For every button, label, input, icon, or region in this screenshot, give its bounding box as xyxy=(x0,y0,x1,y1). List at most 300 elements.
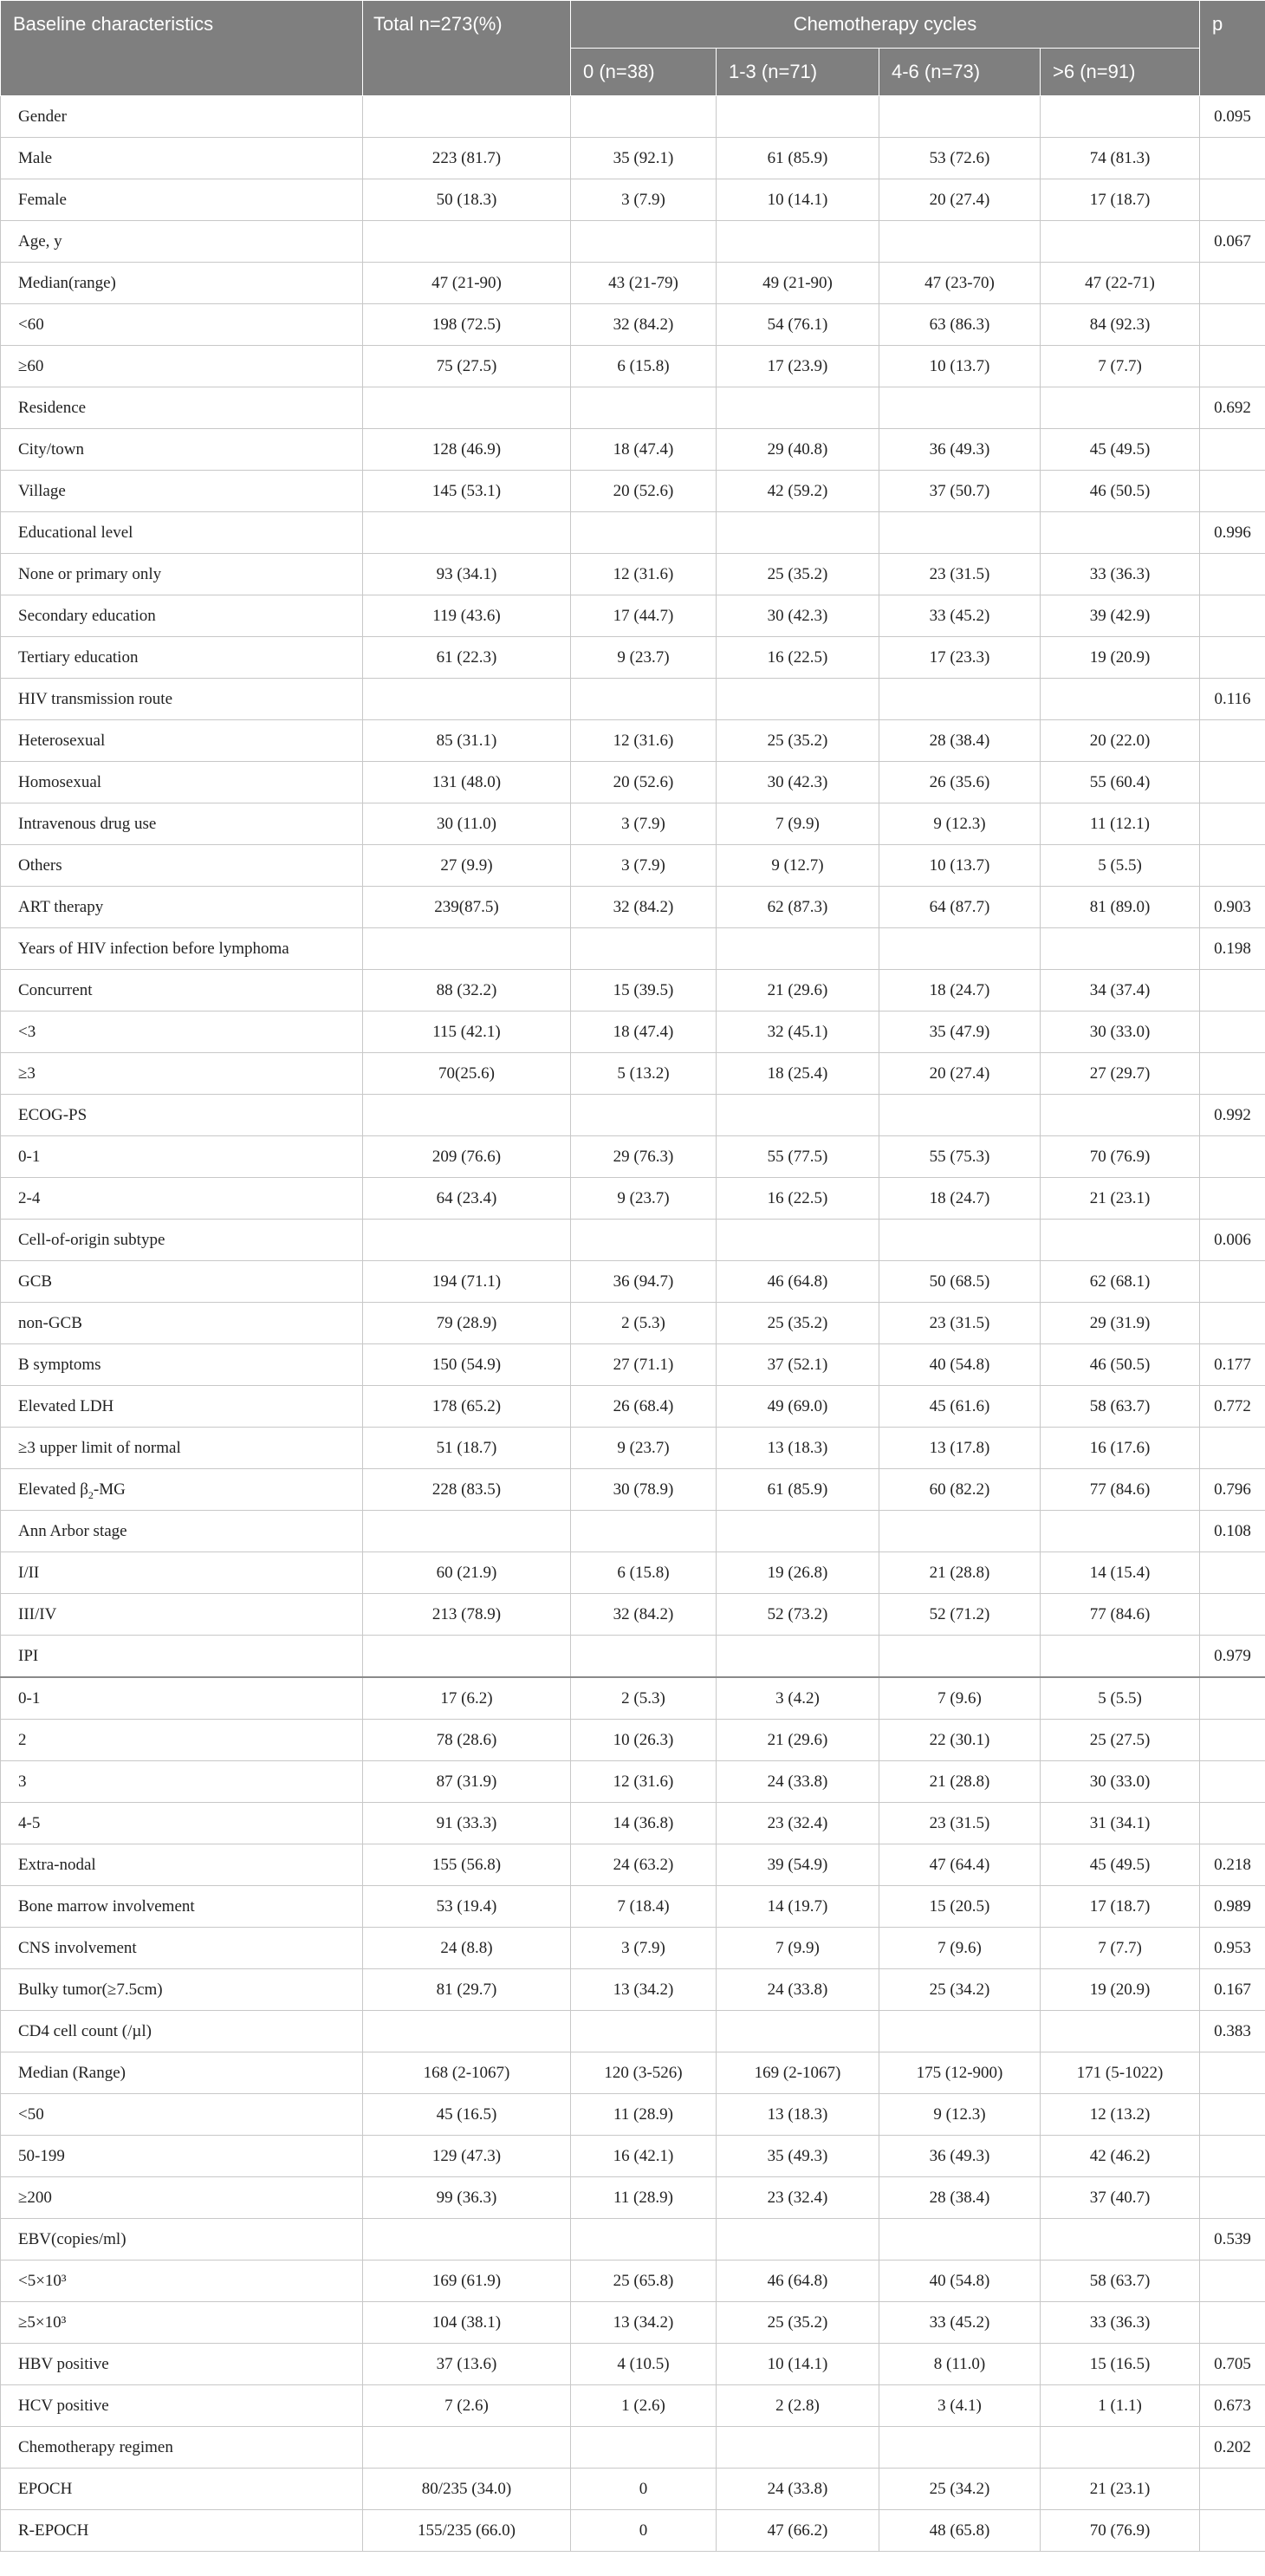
characteristic-cell: Heterosexual xyxy=(1,720,363,762)
characteristic-cell: Secondary education xyxy=(1,595,363,637)
p-value-cell: 0.692 xyxy=(1200,387,1265,429)
cycles-4-6-cell xyxy=(879,2219,1041,2261)
cycles-1-3-cell: 24 (33.8) xyxy=(717,1761,879,1803)
characteristic-cell: Median (Range) xyxy=(1,2052,363,2094)
total-cell xyxy=(363,96,571,138)
table-row xyxy=(1,2136,1265,2177)
characteristic-cell: Others xyxy=(1,845,363,887)
cycles-gt6-cell: 77 (84.6) xyxy=(1041,1594,1200,1636)
cycles-1-3-cell: 24 (33.8) xyxy=(717,1969,879,2011)
cycles-4-6-cell: 63 (86.3) xyxy=(879,304,1041,346)
cycles-1-3-cell: 10 (14.1) xyxy=(717,2344,879,2385)
characteristic-cell: ≥3 upper limit of normal xyxy=(1,1428,363,1469)
total-cell: 223 (81.7) xyxy=(363,138,571,179)
cycles-1-3-cell: 54 (76.1) xyxy=(717,304,879,346)
cycles-gt6-cell: 1 (1.1) xyxy=(1041,2385,1200,2427)
cycles-4-6-cell: 20 (27.4) xyxy=(879,179,1041,221)
characteristic-cell: EPOCH xyxy=(1,2469,363,2510)
p-value-cell: 0.539 xyxy=(1200,2219,1265,2261)
table-row xyxy=(1,2427,1265,2469)
cycles-4-6-cell xyxy=(879,387,1041,429)
cycles-1-3-cell: 18 (25.4) xyxy=(717,1053,879,1095)
total-cell: 7 (2.6) xyxy=(363,2385,571,2427)
cycles-gt6-cell: 70 (76.9) xyxy=(1041,1136,1200,1178)
cycles-gt6-cell: 84 (92.3) xyxy=(1041,304,1200,346)
total-cell: 78 (28.6) xyxy=(363,1720,571,1761)
characteristic-cell: Intravenous drug use xyxy=(1,803,363,845)
cycles-1-3-cell: 37 (52.1) xyxy=(717,1344,879,1386)
cycles-4-6-cell: 64 (87.7) xyxy=(879,887,1041,928)
cycles-gt6-cell: 34 (37.4) xyxy=(1041,970,1200,1012)
total-cell: 104 (38.1) xyxy=(363,2302,571,2344)
cycles-gt6-cell: 62 (68.1) xyxy=(1041,1261,1200,1303)
characteristic-cell: 4-5 xyxy=(1,1803,363,1844)
total-cell xyxy=(363,2219,571,2261)
cycles-0-cell: 0 xyxy=(571,2469,717,2510)
cycles-0-cell: 32 (84.2) xyxy=(571,1594,717,1636)
total-cell xyxy=(363,2011,571,2052)
cycles-gt6-cell: 17 (18.7) xyxy=(1041,179,1200,221)
header-p-value: p xyxy=(1200,1,1265,96)
p-value-cell xyxy=(1200,1012,1265,1053)
cycles-gt6-cell: 74 (81.3) xyxy=(1041,138,1200,179)
p-value-cell xyxy=(1200,429,1265,471)
p-value-cell xyxy=(1200,2136,1265,2177)
cycles-1-3-cell: 61 (85.9) xyxy=(717,1469,879,1511)
characteristic-cell: GCB xyxy=(1,1261,363,1303)
cycles-0-cell xyxy=(571,1220,717,1261)
cycles-gt6-cell xyxy=(1041,928,1200,970)
cycles-gt6-cell xyxy=(1041,2011,1200,2052)
cycles-0-cell: 27 (71.1) xyxy=(571,1344,717,1386)
characteristic-cell: Elevated LDH xyxy=(1,1386,363,1428)
cycles-0-cell: 18 (47.4) xyxy=(571,429,717,471)
characteristic-cell: III/IV xyxy=(1,1594,363,1636)
cycles-4-6-cell: 47 (64.4) xyxy=(879,1844,1041,1886)
characteristic-cell: Tertiary education xyxy=(1,637,363,679)
cycles-1-3-cell xyxy=(717,2219,879,2261)
cycles-1-3-cell: 23 (32.4) xyxy=(717,1803,879,1844)
cycles-0-cell: 6 (15.8) xyxy=(571,346,717,387)
characteristic-cell: Age, y xyxy=(1,221,363,263)
cycles-1-3-cell: 9 (12.7) xyxy=(717,845,879,887)
cycles-1-3-cell: 55 (77.5) xyxy=(717,1136,879,1178)
cycles-1-3-cell xyxy=(717,1095,879,1136)
p-value-cell: 0.202 xyxy=(1200,2427,1265,2469)
table-row xyxy=(1,1012,1265,1053)
total-cell: 50 (18.3) xyxy=(363,179,571,221)
cycles-gt6-cell: 15 (16.5) xyxy=(1041,2344,1200,2385)
total-cell: 61 (22.3) xyxy=(363,637,571,679)
cycles-0-cell: 9 (23.7) xyxy=(571,1428,717,1469)
total-cell xyxy=(363,221,571,263)
cycles-0-cell xyxy=(571,928,717,970)
table-row xyxy=(1,2094,1265,2136)
p-value-cell xyxy=(1200,263,1265,304)
header-total: Total n=273(%) xyxy=(363,1,571,96)
header-cycles-0: 0 (n=38) xyxy=(571,49,717,96)
cycles-4-6-cell: 45 (61.6) xyxy=(879,1386,1041,1428)
characteristic-cell: I/II xyxy=(1,1552,363,1594)
cycles-1-3-cell xyxy=(717,1511,879,1552)
cycles-4-6-cell xyxy=(879,1095,1041,1136)
p-value-cell: 0.673 xyxy=(1200,2385,1265,2427)
cycles-1-3-cell: 2 (2.8) xyxy=(717,2385,879,2427)
cycles-0-cell xyxy=(571,387,717,429)
cycles-4-6-cell: 37 (50.7) xyxy=(879,471,1041,512)
cycles-4-6-cell: 8 (11.0) xyxy=(879,2344,1041,2385)
table-row xyxy=(1,845,1265,887)
characteristic-cell: B symptoms xyxy=(1,1344,363,1386)
cycles-0-cell: 13 (34.2) xyxy=(571,2302,717,2344)
total-cell: 81 (29.7) xyxy=(363,1969,571,2011)
cycles-gt6-cell xyxy=(1041,2427,1200,2469)
p-value-cell: 0.989 xyxy=(1200,1886,1265,1928)
cycles-1-3-cell: 25 (35.2) xyxy=(717,720,879,762)
cycles-4-6-cell: 17 (23.3) xyxy=(879,637,1041,679)
cycles-gt6-cell: 25 (27.5) xyxy=(1041,1720,1200,1761)
total-cell: 228 (83.5) xyxy=(363,1469,571,1511)
cycles-gt6-cell xyxy=(1041,96,1200,138)
header-characteristics: Baseline characteristics xyxy=(1,1,363,96)
total-cell: 64 (23.4) xyxy=(363,1178,571,1220)
cycles-gt6-cell: 14 (15.4) xyxy=(1041,1552,1200,1594)
cycles-0-cell: 1 (2.6) xyxy=(571,2385,717,2427)
characteristic-cell: Cell-of-origin subtype xyxy=(1,1220,363,1261)
cycles-4-6-cell xyxy=(879,221,1041,263)
characteristic-cell: Extra-nodal xyxy=(1,1844,363,1886)
p-value-cell xyxy=(1200,346,1265,387)
total-cell: 79 (28.9) xyxy=(363,1303,571,1344)
total-cell: 129 (47.3) xyxy=(363,2136,571,2177)
table-row xyxy=(1,1178,1265,1220)
table-row xyxy=(1,1720,1265,1761)
p-value-cell xyxy=(1200,1303,1265,1344)
cycles-4-6-cell: 13 (17.8) xyxy=(879,1428,1041,1469)
p-value-cell xyxy=(1200,471,1265,512)
p-value-cell xyxy=(1200,1428,1265,1469)
cycles-1-3-cell: 7 (9.9) xyxy=(717,1928,879,1969)
characteristic-cell: City/town xyxy=(1,429,363,471)
p-value-cell xyxy=(1200,1053,1265,1095)
total-cell: 37 (13.6) xyxy=(363,2344,571,2385)
total-cell: 91 (33.3) xyxy=(363,1803,571,1844)
cycles-4-6-cell xyxy=(879,928,1041,970)
cycles-1-3-cell: 46 (64.8) xyxy=(717,1261,879,1303)
cycles-1-3-cell: 3 (4.2) xyxy=(717,1677,879,1720)
table-row xyxy=(1,1803,1265,1844)
cycles-gt6-cell: 7 (7.7) xyxy=(1041,346,1200,387)
cycles-1-3-cell: 16 (22.5) xyxy=(717,637,879,679)
table-row xyxy=(1,221,1265,263)
cycles-1-3-cell xyxy=(717,679,879,720)
cycles-4-6-cell: 3 (4.1) xyxy=(879,2385,1041,2427)
cycles-0-cell: 7 (18.4) xyxy=(571,1886,717,1928)
header-cycles-1-3: 1-3 (n=71) xyxy=(717,49,879,96)
cycles-0-cell: 35 (92.1) xyxy=(571,138,717,179)
cycles-gt6-cell xyxy=(1041,512,1200,554)
cycles-0-cell: 11 (28.9) xyxy=(571,2177,717,2219)
cycles-0-cell: 16 (42.1) xyxy=(571,2136,717,2177)
cycles-4-6-cell: 23 (31.5) xyxy=(879,1803,1041,1844)
cycles-0-cell: 9 (23.7) xyxy=(571,1178,717,1220)
cycles-0-cell: 10 (26.3) xyxy=(571,1720,717,1761)
characteristic-cell: 2 xyxy=(1,1720,363,1761)
p-value-cell: 0.198 xyxy=(1200,928,1265,970)
cycles-0-cell: 12 (31.6) xyxy=(571,1761,717,1803)
p-value-cell xyxy=(1200,1720,1265,1761)
characteristic-cell: CD4 cell count (/µl) xyxy=(1,2011,363,2052)
total-cell xyxy=(363,1095,571,1136)
characteristic-cell: 50-199 xyxy=(1,2136,363,2177)
total-cell: 145 (53.1) xyxy=(363,471,571,512)
cycles-1-3-cell: 47 (66.2) xyxy=(717,2510,879,2552)
cycles-gt6-cell: 46 (50.5) xyxy=(1041,1344,1200,1386)
cycles-gt6-cell: 19 (20.9) xyxy=(1041,637,1200,679)
cycles-4-6-cell: 20 (27.4) xyxy=(879,1053,1041,1095)
cycles-gt6-cell: 12 (13.2) xyxy=(1041,2094,1200,2136)
table-row xyxy=(1,2052,1265,2094)
cycles-4-6-cell: 25 (34.2) xyxy=(879,1969,1041,2011)
p-value-cell: 0.992 xyxy=(1200,1095,1265,1136)
table-row xyxy=(1,1511,1265,1552)
cycles-4-6-cell: 50 (68.5) xyxy=(879,1261,1041,1303)
total-cell: 115 (42.1) xyxy=(363,1012,571,1053)
cycles-1-3-cell: 7 (9.9) xyxy=(717,803,879,845)
header-chemotherapy-cycles: Chemotherapy cycles xyxy=(571,1,1200,49)
table-row xyxy=(1,595,1265,637)
total-cell xyxy=(363,387,571,429)
cycles-0-cell: 20 (52.6) xyxy=(571,762,717,803)
table-row xyxy=(1,387,1265,429)
total-cell: 150 (54.9) xyxy=(363,1344,571,1386)
cycles-0-cell xyxy=(571,1095,717,1136)
p-value-cell: 0.006 xyxy=(1200,1220,1265,1261)
cycles-gt6-cell: 33 (36.3) xyxy=(1041,554,1200,595)
p-value-cell xyxy=(1200,2510,1265,2552)
p-value-cell xyxy=(1200,1677,1265,1720)
cycles-gt6-cell: 58 (63.7) xyxy=(1041,2261,1200,2302)
cycles-0-cell: 12 (31.6) xyxy=(571,720,717,762)
characteristic-cell: Bulky tumor(≥7.5cm) xyxy=(1,1969,363,2011)
cycles-0-cell: 20 (52.6) xyxy=(571,471,717,512)
table-row xyxy=(1,2385,1265,2427)
p-value-cell: 0.177 xyxy=(1200,1344,1265,1386)
table-row xyxy=(1,1761,1265,1803)
p-value-cell xyxy=(1200,1761,1265,1803)
p-value-cell: 0.067 xyxy=(1200,221,1265,263)
cycles-1-3-cell xyxy=(717,221,879,263)
p-value-cell xyxy=(1200,2302,1265,2344)
table-row xyxy=(1,1136,1265,1178)
total-cell: 85 (31.1) xyxy=(363,720,571,762)
table-row xyxy=(1,1428,1265,1469)
table-row xyxy=(1,304,1265,346)
cycles-1-3-cell: 13 (18.3) xyxy=(717,1428,879,1469)
cycles-0-cell xyxy=(571,96,717,138)
cycles-4-6-cell: 7 (9.6) xyxy=(879,1928,1041,1969)
cycles-0-cell: 43 (21-79) xyxy=(571,263,717,304)
characteristic-cell: Residence xyxy=(1,387,363,429)
cycles-gt6-cell: 42 (46.2) xyxy=(1041,2136,1200,2177)
cycles-4-6-cell xyxy=(879,1220,1041,1261)
table-row xyxy=(1,346,1265,387)
table-row xyxy=(1,1844,1265,1886)
total-cell: 60 (21.9) xyxy=(363,1552,571,1594)
p-value-cell xyxy=(1200,1261,1265,1303)
cycles-gt6-cell: 30 (33.0) xyxy=(1041,1761,1200,1803)
characteristic-cell: non-GCB xyxy=(1,1303,363,1344)
cycles-4-6-cell: 9 (12.3) xyxy=(879,803,1041,845)
total-cell xyxy=(363,679,571,720)
total-cell: 47 (21-90) xyxy=(363,263,571,304)
total-cell: 27 (9.9) xyxy=(363,845,571,887)
cycles-1-3-cell: 49 (69.0) xyxy=(717,1386,879,1428)
cycles-1-3-cell: 46 (64.8) xyxy=(717,2261,879,2302)
table-row xyxy=(1,96,1265,138)
p-value-cell xyxy=(1200,2177,1265,2219)
characteristic-cell: R-EPOCH xyxy=(1,2510,363,2552)
characteristic-cell: Gender xyxy=(1,96,363,138)
cycles-gt6-cell: 19 (20.9) xyxy=(1041,1969,1200,2011)
cycles-4-6-cell: 18 (24.7) xyxy=(879,1178,1041,1220)
cycles-4-6-cell: 48 (65.8) xyxy=(879,2510,1041,2552)
cycles-0-cell: 2 (5.3) xyxy=(571,1303,717,1344)
cycles-4-6-cell: 40 (54.8) xyxy=(879,2261,1041,2302)
cycles-1-3-cell: 61 (85.9) xyxy=(717,138,879,179)
table-row xyxy=(1,2219,1265,2261)
cycles-1-3-cell: 19 (26.8) xyxy=(717,1552,879,1594)
p-value-cell: 0.108 xyxy=(1200,1511,1265,1552)
p-value-cell: 0.979 xyxy=(1200,1636,1265,1678)
cycles-0-cell: 3 (7.9) xyxy=(571,803,717,845)
cycles-4-6-cell: 52 (71.2) xyxy=(879,1594,1041,1636)
total-cell xyxy=(363,1636,571,1678)
total-cell: 70(25.6) xyxy=(363,1053,571,1095)
cycles-4-6-cell xyxy=(879,2427,1041,2469)
characteristic-cell: 3 xyxy=(1,1761,363,1803)
total-cell: 131 (48.0) xyxy=(363,762,571,803)
cycles-0-cell: 17 (44.7) xyxy=(571,595,717,637)
cycles-1-3-cell: 24 (33.8) xyxy=(717,2469,879,2510)
p-value-cell: 0.383 xyxy=(1200,2011,1265,2052)
cycles-0-cell: 3 (7.9) xyxy=(571,845,717,887)
cycles-4-6-cell: 60 (82.2) xyxy=(879,1469,1041,1511)
p-value-cell: 0.953 xyxy=(1200,1928,1265,1969)
table-row xyxy=(1,471,1265,512)
cycles-0-cell: 36 (94.7) xyxy=(571,1261,717,1303)
cycles-0-cell: 26 (68.4) xyxy=(571,1386,717,1428)
p-value-cell xyxy=(1200,2094,1265,2136)
table-row xyxy=(1,2302,1265,2344)
total-cell: 51 (18.7) xyxy=(363,1428,571,1469)
header-cycles-4-6: 4-6 (n=73) xyxy=(879,49,1041,96)
p-value-cell xyxy=(1200,179,1265,221)
total-cell: 209 (76.6) xyxy=(363,1136,571,1178)
cycles-4-6-cell xyxy=(879,679,1041,720)
cycles-1-3-cell xyxy=(717,2427,879,2469)
cycles-0-cell: 32 (84.2) xyxy=(571,304,717,346)
total-cell: 194 (71.1) xyxy=(363,1261,571,1303)
cycles-4-6-cell: 25 (34.2) xyxy=(879,2469,1041,2510)
cycles-0-cell: 0 xyxy=(571,2510,717,2552)
p-value-cell: 0.996 xyxy=(1200,512,1265,554)
cycles-1-3-cell: 23 (32.4) xyxy=(717,2177,879,2219)
cycles-gt6-cell: 31 (34.1) xyxy=(1041,1803,1200,1844)
cycles-gt6-cell: 29 (31.9) xyxy=(1041,1303,1200,1344)
cycles-0-cell: 3 (7.9) xyxy=(571,1928,717,1969)
cycles-1-3-cell: 21 (29.6) xyxy=(717,1720,879,1761)
cycles-4-6-cell: 23 (31.5) xyxy=(879,554,1041,595)
table-row xyxy=(1,1344,1265,1386)
cycles-0-cell xyxy=(571,679,717,720)
table-row xyxy=(1,512,1265,554)
cycles-gt6-cell xyxy=(1041,387,1200,429)
cycles-1-3-cell: 52 (73.2) xyxy=(717,1594,879,1636)
total-cell: 88 (32.2) xyxy=(363,970,571,1012)
table-row xyxy=(1,928,1265,970)
table-row xyxy=(1,720,1265,762)
table-body xyxy=(1,96,1265,2552)
total-cell xyxy=(363,2427,571,2469)
cycles-0-cell: 13 (34.2) xyxy=(571,1969,717,2011)
total-cell: 155 (56.8) xyxy=(363,1844,571,1886)
cycles-1-3-cell: 30 (42.3) xyxy=(717,762,879,803)
cycles-0-cell: 14 (36.8) xyxy=(571,1803,717,1844)
table-row xyxy=(1,429,1265,471)
cycles-gt6-cell xyxy=(1041,2219,1200,2261)
cycles-1-3-cell: 13 (18.3) xyxy=(717,2094,879,2136)
p-value-cell: 0.796 xyxy=(1200,1469,1265,1511)
cycles-gt6-cell: 46 (50.5) xyxy=(1041,471,1200,512)
cycles-0-cell: 2 (5.3) xyxy=(571,1677,717,1720)
cycles-4-6-cell: 7 (9.6) xyxy=(879,1677,1041,1720)
characteristic-cell: Bone marrow involvement xyxy=(1,1886,363,1928)
cycles-gt6-cell: 17 (18.7) xyxy=(1041,1886,1200,1928)
characteristic-cell: ECOG-PS xyxy=(1,1095,363,1136)
cycles-4-6-cell: 21 (28.8) xyxy=(879,1761,1041,1803)
table-row xyxy=(1,179,1265,221)
total-cell: 30 (11.0) xyxy=(363,803,571,845)
cycles-gt6-cell: 77 (84.6) xyxy=(1041,1469,1200,1511)
cycles-0-cell xyxy=(571,2011,717,2052)
table-row xyxy=(1,1594,1265,1636)
cycles-1-3-cell: 10 (14.1) xyxy=(717,179,879,221)
cycles-gt6-cell: 21 (23.1) xyxy=(1041,2469,1200,2510)
cycles-gt6-cell xyxy=(1041,1095,1200,1136)
table-row xyxy=(1,1220,1265,1261)
total-cell: 168 (2-1067) xyxy=(363,2052,571,2094)
cycles-0-cell: 5 (13.2) xyxy=(571,1053,717,1095)
table-row xyxy=(1,637,1265,679)
p-value-cell xyxy=(1200,845,1265,887)
p-value-cell xyxy=(1200,1803,1265,1844)
p-value-cell xyxy=(1200,1594,1265,1636)
cycles-gt6-cell: 58 (63.7) xyxy=(1041,1386,1200,1428)
characteristic-cell: Educational level xyxy=(1,512,363,554)
table-row xyxy=(1,2011,1265,2052)
characteristic-cell: Elevated $\beta_2-MG$ xyxy=(1,1469,363,1511)
total-cell: 155/235 (66.0) xyxy=(363,2510,571,2552)
table-row xyxy=(1,1469,1265,1511)
total-cell: 53 (19.4) xyxy=(363,1886,571,1928)
cycles-4-6-cell xyxy=(879,1636,1041,1678)
cycles-4-6-cell xyxy=(879,512,1041,554)
characteristic-cell: Homosexual xyxy=(1,762,363,803)
cycles-4-6-cell: 40 (54.8) xyxy=(879,1344,1041,1386)
cycles-4-6-cell: 55 (75.3) xyxy=(879,1136,1041,1178)
characteristic-cell: Chemotherapy regimen xyxy=(1,2427,363,2469)
